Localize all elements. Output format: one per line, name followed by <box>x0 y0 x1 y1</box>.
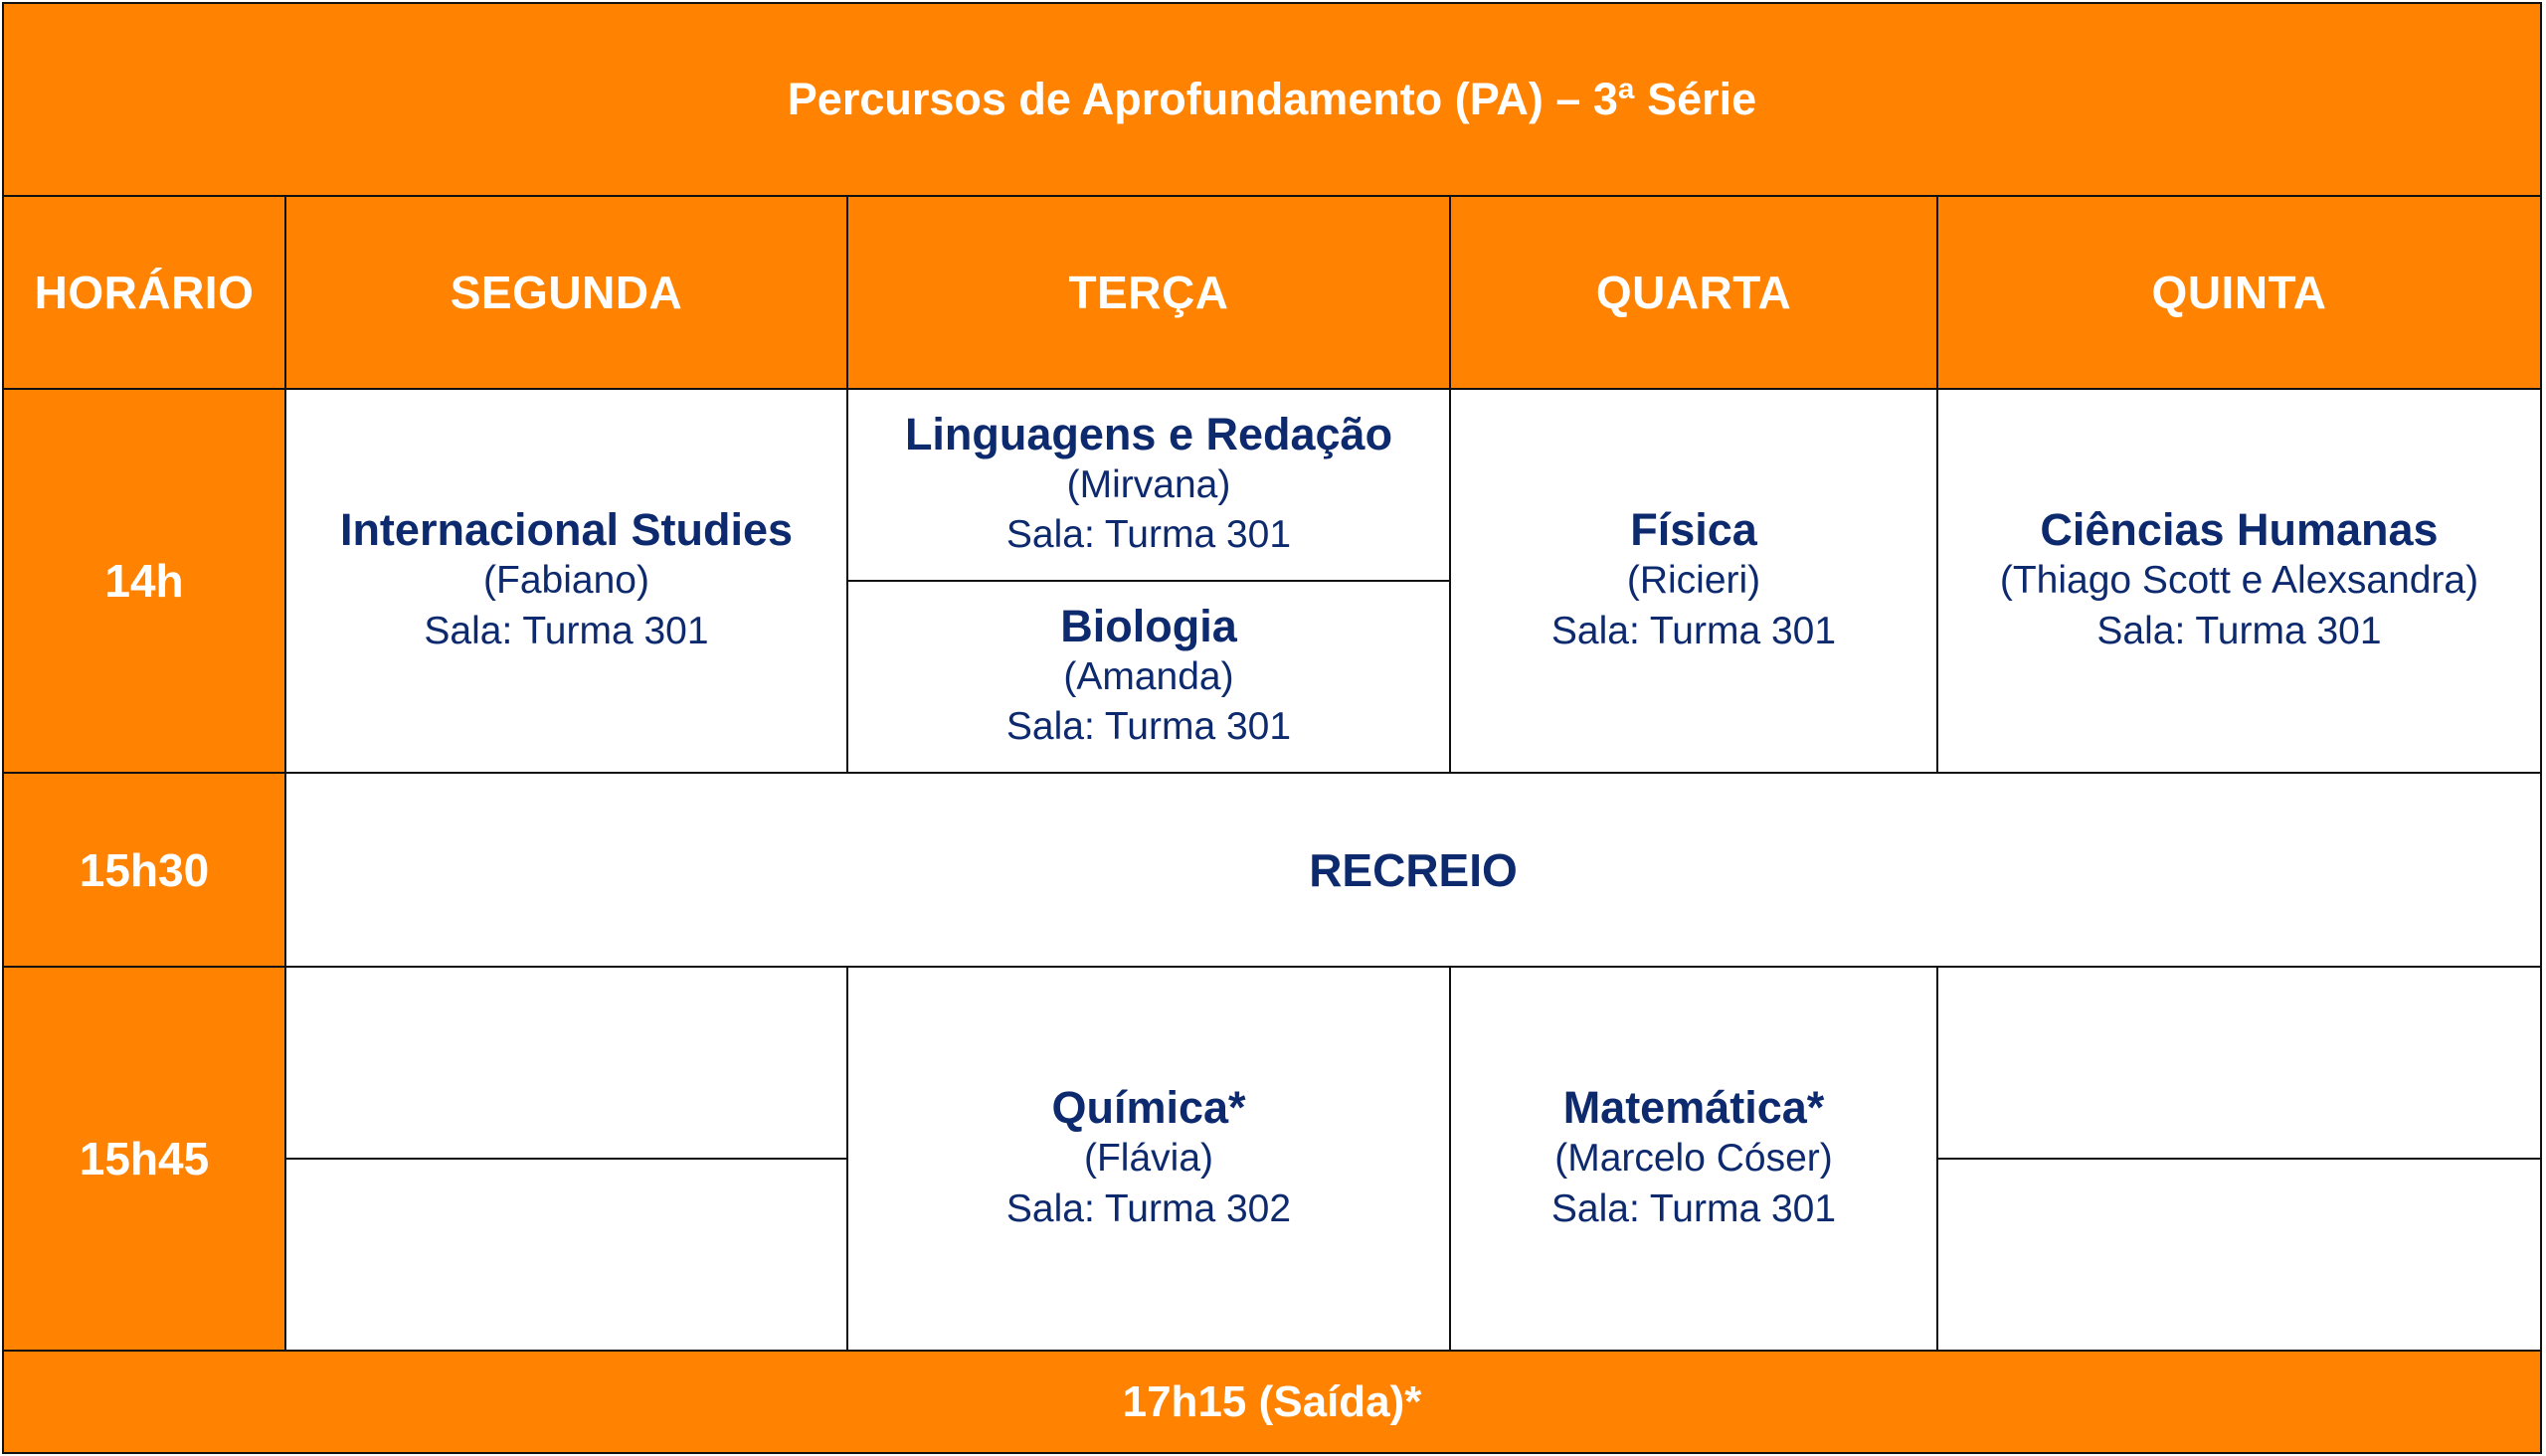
subject-name: Biologia <box>1060 600 1237 651</box>
header-tuesday-label: TERÇA <box>1068 267 1229 318</box>
header-monday-label: SEGUNDA <box>450 267 683 318</box>
empty-cell-thursday-15h45-b <box>1936 1158 2542 1352</box>
teacher-name: (Marcelo Cóser) <box>1554 1137 1833 1181</box>
class-cell-tuesday-15h45 <box>846 966 1451 1352</box>
class-cell-tuesday-14h-b <box>846 580 1451 774</box>
time-cell-15h30 <box>2 772 286 968</box>
subject-name: Física <box>1630 504 1757 556</box>
time-cell-14h <box>2 388 286 774</box>
empty-cell-monday-15h45-a <box>284 966 848 1160</box>
header-thursday-label: QUINTA <box>2151 267 2327 318</box>
room-label: Sala: Turma 301 <box>1005 513 1292 557</box>
subject-name: Matemática* <box>1562 1082 1825 1134</box>
time-label: 15h30 <box>79 843 210 896</box>
header-time-label: HORÁRIO <box>34 267 255 318</box>
room-label: Sala: Turma 301 <box>424 609 709 652</box>
time-label: 14h <box>104 555 184 607</box>
subject-name: Química* <box>1051 1082 1246 1134</box>
teacher-name: (Thiago Scott e Alexsandra) <box>1999 559 2479 603</box>
room-label: Sala: Turma 301 <box>1550 1186 1837 1230</box>
header-wednesday <box>1449 195 1938 390</box>
room-label: Sala: Turma 301 <box>1005 705 1292 749</box>
time-cell-15h45 <box>2 966 286 1352</box>
break-cell <box>284 772 2542 968</box>
empty-cell-thursday-15h45-a <box>1936 966 2542 1160</box>
teacher-name: (Amanda) <box>1063 654 1234 698</box>
break-label: RECREIO <box>1309 843 1518 896</box>
footer-label: 17h15 (Saída)* <box>1122 1376 1422 1426</box>
header-tuesday <box>846 195 1451 390</box>
header-thursday <box>1936 195 2542 390</box>
subject-name: Internacional Studies <box>339 504 794 556</box>
teacher-name: (Mirvana) <box>1066 462 1231 506</box>
teacher-name: (Fabiano) <box>483 559 649 603</box>
class-cell-wednesday-14h <box>1449 388 1938 774</box>
footer-exit-time <box>2 1350 2542 1454</box>
subject-name: Ciências Humanas <box>2040 504 2439 556</box>
room-label: Sala: Turma 301 <box>2096 609 2382 652</box>
header-monday <box>284 195 848 390</box>
header-wednesday-label: QUARTA <box>1595 267 1792 318</box>
subject-name: Linguagens e Redação <box>904 408 1393 459</box>
room-label: Sala: Turma 301 <box>1550 609 1837 652</box>
table-title-text: Percursos de Aprofundamento (PA) – 3ª Série <box>787 74 1757 124</box>
class-cell-monday-14h <box>284 388 848 774</box>
time-label: 15h45 <box>79 1133 210 1184</box>
class-cell-tuesday-14h-a <box>846 388 1451 582</box>
teacher-name: (Flávia) <box>1083 1137 1213 1181</box>
teacher-name: (Ricieri) <box>1626 559 1761 603</box>
class-cell-wednesday-15h45 <box>1449 966 1938 1352</box>
table-title <box>2 2 2542 197</box>
room-label: Sala: Turma 302 <box>1005 1186 1292 1230</box>
empty-cell-monday-15h45-b <box>284 1158 848 1352</box>
header-time <box>2 195 286 390</box>
class-cell-thursday-14h <box>1936 388 2542 774</box>
